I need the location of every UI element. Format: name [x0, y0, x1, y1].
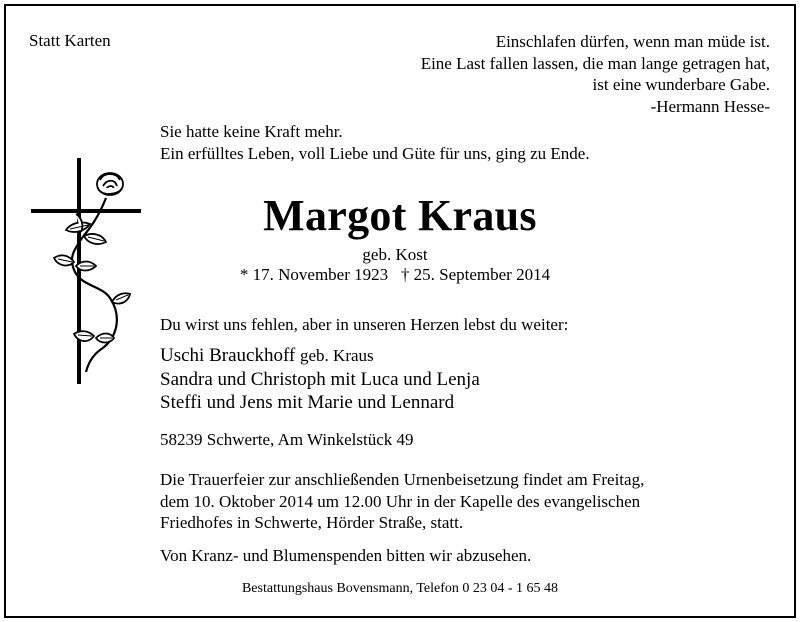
mourners-intro: Du wirst uns fehlen, aber in unseren Herzen lebst du weiter:	[160, 315, 569, 334]
intro-line: Sie hatte keine Kraft mehr.	[160, 122, 343, 141]
mourners-list	[160, 344, 480, 415]
ceremony-line: Die Trauerfeier zur anschließenden Urnenbeisetzung findet am Freitag,	[160, 470, 645, 489]
flowers-note: Von Kranz- und Blumenspenden bitten wir abzusehen.	[160, 546, 532, 565]
poem-line: Einschlafen dürfen, wenn man müde ist.	[495, 32, 770, 51]
ceremony-info	[160, 469, 644, 534]
life-dates: * 17. November 1923 † 25. September 2014	[239, 265, 551, 284]
poem-line: ist eine wunderbare Gabe.	[592, 75, 770, 94]
birth-name: geb. Kost	[362, 245, 428, 264]
mourner-line: Sandra und Christoph mit Luca und Lenja	[160, 368, 480, 390]
ceremony-line: dem 10. Oktober 2014 um 12.00 Uhr in der Kapelle des evangelischen	[160, 491, 641, 511]
poem-author: -Hermann Hesse-	[650, 96, 770, 116]
intro-line: Ein erfülltes Leben, voll Liebe und Güte für uns, ging zu Ende.	[160, 143, 590, 163]
mourner-line	[160, 344, 480, 368]
statt-karten-label: Statt Karten	[29, 31, 111, 50]
intro-text	[160, 121, 590, 164]
mourner-birth-name: geb. Kraus	[300, 346, 374, 365]
ceremony-line: Friedhofes in Schwerte, Hörder Straße, statt.	[160, 513, 464, 532]
mourner-line: Steffi und Jens mit Marie und Lennard	[160, 392, 455, 413]
family-address: 58239 Schwerte, Am Winkelstück 49	[160, 430, 414, 449]
undertaker-contact: Bestattungshaus Bovensmann, Telefon 0 23 04 - 1 65 48	[241, 581, 559, 596]
deceased-name: Margot Kraus	[263, 191, 537, 240]
mourner-name: Uschi Brauckhoff	[160, 345, 296, 366]
poem-quote	[421, 31, 770, 117]
poem-line: Eine Last fallen lassen, die man lange getragen hat,	[420, 53, 770, 73]
